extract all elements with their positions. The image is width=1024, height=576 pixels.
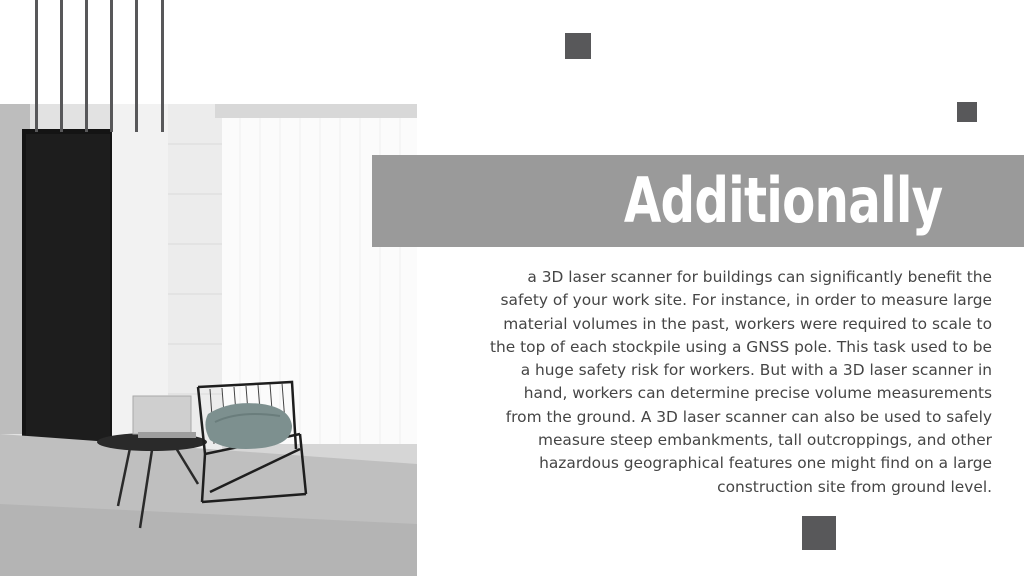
body-paragraph	[446, 266, 992, 499]
decor-line-3	[85, 0, 88, 132]
decor-line-6	[161, 0, 164, 132]
body-line: construction site from ground level.	[717, 477, 992, 496]
decor-line-2	[60, 0, 63, 132]
body-line: material volumes in the past, workers were required to scale to	[503, 314, 992, 333]
slide-title: Additionally	[623, 164, 942, 237]
body-line: hazardous geographical features one might find on a large	[539, 454, 992, 473]
body-line: from the ground. A 3D laser scanner can also be used to safely	[505, 407, 992, 426]
decor-square-top	[565, 33, 591, 59]
body-line: the top of each stockpile using a GNSS pole. This task used to be	[489, 337, 992, 356]
title-banner	[372, 155, 1024, 247]
decor-line-1	[35, 0, 38, 132]
body-line: a huge safety risk for workers. But with a 3D laser scanner in	[520, 361, 992, 380]
body-line: measure steep embankments, tall outcroppings, and other	[537, 431, 992, 450]
decor-square-right	[957, 102, 977, 122]
body-line: a 3D laser scanner for buildings can significantly benefit the	[527, 268, 992, 286]
decor-line-4	[110, 0, 113, 132]
decor-square-bottom	[802, 516, 836, 550]
body-line: safety of your work site. For instance, in order to measure large	[500, 291, 992, 310]
interior-photo	[0, 104, 417, 576]
body-line: hand, workers can determine precise volume measurements	[523, 384, 992, 403]
decor-line-5	[135, 0, 138, 132]
